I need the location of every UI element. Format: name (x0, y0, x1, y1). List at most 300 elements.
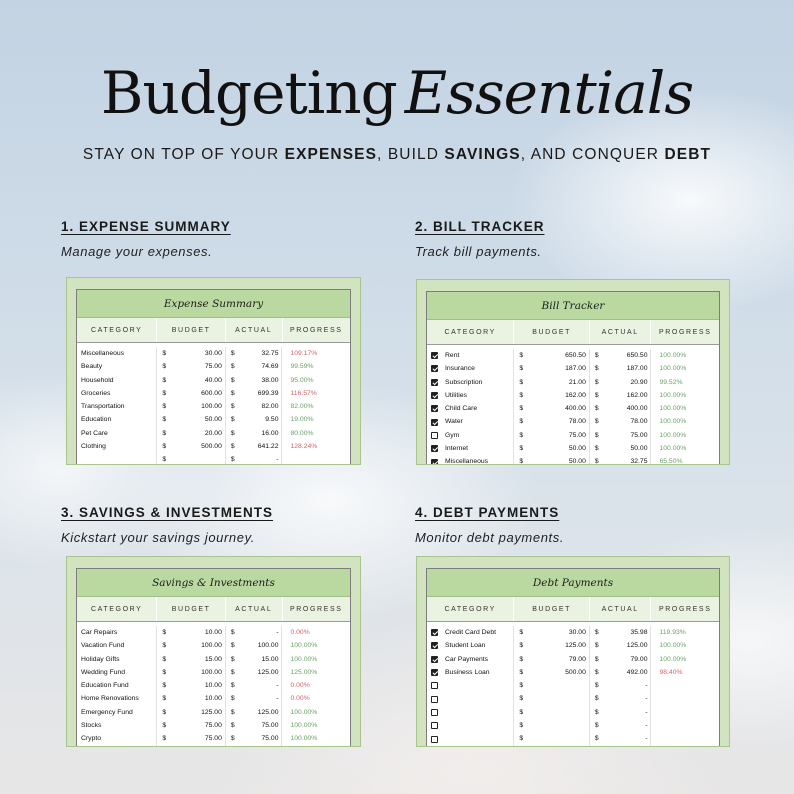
actual-currency: $ (230, 376, 235, 384)
table-row (427, 692, 719, 705)
category-cell (77, 692, 157, 705)
actual-currency: $ (230, 735, 235, 743)
category-label: Internet (445, 445, 469, 453)
budget-cell (530, 719, 590, 732)
budget-cell: 50.00 (530, 442, 590, 455)
budget-cell: 10.00 (173, 692, 226, 705)
budget-cell: 75.00 (173, 360, 226, 373)
actual-currency: $ (230, 456, 235, 464)
progress-cell: 99.59% (290, 363, 314, 371)
progress-cell: 95.00% (290, 376, 314, 384)
column-header-category: CATEGORY (427, 597, 514, 621)
actual-cell: - (606, 719, 652, 732)
category-cell (427, 706, 514, 719)
expense-summary-sheet (76, 289, 351, 464)
column-header-actual: ACTUAL (226, 597, 283, 621)
category-label: Stocks (81, 722, 102, 730)
actual-cell: 492.00 (606, 666, 652, 679)
column-header-budget: BUDGET (514, 597, 589, 621)
actual-currency: $ (594, 458, 599, 464)
category-label: Education (81, 416, 112, 424)
column-header-progress: PROGRESS (658, 329, 712, 336)
budget-currency: $ (519, 458, 524, 464)
category-label: Clothing (81, 443, 106, 451)
actual-currency: $ (230, 695, 235, 703)
budget-currency: $ (162, 695, 167, 703)
actual-cell: - (242, 692, 283, 705)
table-row (77, 360, 350, 373)
category-cell (77, 732, 157, 745)
actual-cell: 125.00 (606, 639, 652, 652)
actual-cell: 75.00 (606, 429, 652, 442)
budget-cell: 15.00 (173, 653, 226, 666)
table-row (427, 389, 719, 402)
category-cell (427, 442, 514, 455)
category-label: Car Repairs (81, 629, 118, 636)
actual-cell: - (242, 453, 283, 464)
category-cell (77, 374, 157, 387)
section-desc-bill-tracker: Track bill payments. (415, 244, 542, 259)
checked-checkbox[interactable] (431, 419, 438, 426)
category-cell (427, 666, 514, 679)
table-body (77, 343, 350, 464)
category-label: Education Fund (81, 682, 129, 690)
budget-currency: $ (162, 363, 167, 371)
progress-cell: 100.00% (659, 655, 687, 663)
actual-cell: - (242, 626, 283, 639)
budget-currency: $ (519, 682, 524, 690)
actual-cell: 162.00 (606, 389, 652, 402)
subtitle-bold-savings: SAVINGS (444, 146, 521, 163)
budget-currency: $ (162, 443, 167, 451)
column-header-row (427, 597, 719, 622)
actual-cell: - (606, 692, 652, 705)
actual-cell: 32.75 (242, 347, 283, 360)
section-heading-savings: 3. SAVINGS & INVESTMENTS (61, 505, 274, 520)
budget-currency: $ (162, 629, 167, 636)
table-row (77, 440, 350, 453)
category-label: Rent (445, 352, 460, 359)
checked-checkbox[interactable] (431, 352, 438, 359)
budget-currency: $ (162, 708, 167, 716)
sheet-title: Bill Tracker (427, 292, 719, 320)
checked-checkbox[interactable] (431, 642, 438, 649)
category-label: Gym (445, 431, 460, 439)
budget-currency: $ (162, 642, 167, 650)
category-cell (77, 666, 157, 679)
table-row (427, 706, 719, 719)
progress-cell: 100.00% (659, 445, 687, 453)
progress-cell: 100.00% (290, 722, 318, 730)
progress-cell: 100.00% (290, 642, 318, 650)
budget-currency: $ (162, 682, 167, 690)
category-cell (427, 692, 514, 705)
actual-cell: - (606, 706, 652, 719)
unchecked-checkbox[interactable] (431, 432, 438, 439)
actual-currency: $ (594, 722, 599, 730)
table-row (427, 402, 719, 415)
progress-cell: 116.57% (290, 389, 317, 397)
budget-currency: $ (519, 668, 524, 676)
progress-cell: 100.00% (659, 405, 687, 413)
table-row (77, 639, 350, 652)
category-label: Car Payments (445, 655, 489, 663)
bill-tracker-frame (416, 279, 730, 465)
budget-cell (173, 453, 226, 464)
progress-cell: 100.00% (659, 365, 687, 373)
category-cell (427, 719, 514, 732)
actual-cell: 15.00 (242, 653, 283, 666)
category-label: Business Loan (445, 668, 490, 676)
progress-cell: 98.40% (659, 668, 683, 676)
budget-cell (530, 679, 590, 692)
actual-cell: 75.00 (242, 719, 283, 732)
category-cell (77, 706, 157, 719)
budget-cell (530, 732, 590, 745)
checked-checkbox[interactable] (431, 445, 438, 452)
column-header-category: CATEGORY (77, 597, 157, 621)
actual-cell: 100.00 (242, 639, 283, 652)
progress-cell: 82.00% (290, 403, 314, 411)
section-heading-expense-summary: 1. EXPENSE SUMMARY (61, 219, 231, 234)
actual-cell: 125.00 (242, 666, 283, 679)
bill-tracker-sheet (426, 291, 720, 464)
table-row (77, 453, 350, 464)
actual-currency: $ (230, 389, 235, 397)
checked-checkbox[interactable] (431, 669, 438, 676)
category-label: Miscellaneous (81, 350, 125, 357)
savings-frame (66, 556, 361, 747)
budget-cell: 21.00 (530, 376, 590, 389)
actual-currency: $ (230, 642, 235, 650)
subtitle-text: STAY ON TOP OF YOUR (82, 146, 285, 163)
table-row (427, 639, 719, 652)
table-row (427, 455, 719, 464)
table-row (77, 679, 350, 692)
category-label: Vacation Fund (81, 642, 125, 650)
table-row (77, 374, 350, 387)
actual-cell: 82.00 (242, 400, 283, 413)
actual-currency: $ (594, 668, 599, 676)
category-label: Household (81, 376, 114, 384)
budget-currency: $ (162, 735, 167, 743)
column-header-row (427, 320, 719, 345)
category-cell (427, 376, 514, 389)
column-header-progress: PROGRESS (658, 606, 712, 613)
actual-currency: $ (594, 445, 599, 453)
actual-currency: $ (230, 668, 235, 676)
column-header-progress: PROGRESS (290, 327, 343, 334)
progress-cell (651, 706, 719, 719)
actual-currency: $ (230, 722, 235, 730)
actual-currency: $ (230, 708, 235, 716)
budget-currency: $ (162, 655, 167, 663)
category-cell (427, 455, 514, 464)
table-body (77, 622, 350, 746)
column-header-row (77, 597, 350, 622)
budget-currency: $ (519, 405, 524, 413)
actual-currency: $ (594, 391, 599, 399)
sheet-title: Expense Summary (77, 290, 350, 318)
table-row (427, 362, 719, 375)
category-cell (427, 362, 514, 375)
budget-cell: 162.00 (530, 389, 590, 402)
category-cell (77, 400, 157, 413)
progress-cell: 80.00% (290, 429, 314, 437)
column-header-row (77, 318, 350, 343)
budget-currency: $ (162, 376, 167, 384)
column-header-budget: BUDGET (514, 320, 589, 344)
progress-cell: 0.00% (290, 695, 310, 703)
checked-checkbox[interactable] (431, 405, 438, 412)
budget-currency: $ (519, 418, 524, 426)
unchecked-checkbox[interactable] (431, 722, 438, 729)
actual-cell: 9.50 (242, 413, 283, 426)
progress-cell (282, 453, 350, 464)
budget-cell: 400.00 (530, 402, 590, 415)
progress-cell: 128.24% (290, 443, 318, 451)
table-row (427, 732, 719, 745)
category-label: Miscellaneous (445, 458, 489, 464)
table-row (77, 400, 350, 413)
budget-currency: $ (519, 642, 524, 650)
budget-currency: $ (162, 403, 167, 411)
category-cell (77, 626, 157, 639)
category-label: Insurance (445, 365, 475, 373)
debt-payments-frame (416, 556, 730, 747)
unchecked-checkbox[interactable] (431, 709, 438, 716)
budget-currency: $ (162, 456, 167, 464)
budget-cell: 40.00 (173, 374, 226, 387)
budget-currency: $ (519, 735, 524, 743)
budget-cell: 125.00 (173, 706, 226, 719)
category-cell (427, 732, 514, 745)
checked-checkbox[interactable] (431, 365, 438, 372)
category-cell (77, 639, 157, 652)
budget-currency: $ (519, 391, 524, 399)
budget-currency: $ (519, 365, 524, 373)
budget-cell: 500.00 (530, 666, 590, 679)
category-cell (77, 347, 157, 360)
table-row (77, 427, 350, 440)
actual-cell: 699.39 (242, 387, 283, 400)
actual-currency: $ (594, 431, 599, 439)
section-desc-debt-payments: Monitor debt payments. (415, 530, 565, 545)
table-row (77, 653, 350, 666)
budget-cell (530, 706, 590, 719)
budget-currency: $ (519, 431, 524, 439)
column-header-actual: ACTUAL (590, 320, 652, 344)
actual-cell: 78.00 (606, 415, 652, 428)
debt-payments-sheet (426, 568, 720, 746)
table-row (77, 719, 350, 732)
unchecked-checkbox[interactable] (431, 696, 438, 703)
checked-checkbox[interactable] (431, 379, 438, 386)
table-row (77, 413, 350, 426)
actual-cell: 50.00 (606, 442, 652, 455)
category-label: Pet Care (81, 429, 108, 437)
category-cell (77, 413, 157, 426)
category-label: Student Loan (445, 642, 486, 650)
actual-cell: - (606, 679, 652, 692)
category-label: Holiday Gifts (81, 655, 120, 663)
budget-currency: $ (519, 352, 524, 359)
budget-cell: 79.00 (530, 653, 590, 666)
category-cell (77, 719, 157, 732)
budget-cell: 100.00 (173, 639, 226, 652)
page-title (0, 58, 794, 128)
table-row (77, 732, 350, 745)
category-cell (77, 453, 157, 464)
category-cell (427, 639, 514, 652)
column-header-progress: PROGRESS (290, 606, 343, 613)
budget-cell: 100.00 (173, 666, 226, 679)
actual-cell: 650.50 (606, 349, 652, 362)
budget-cell (530, 692, 590, 705)
category-cell (77, 679, 157, 692)
actual-currency: $ (594, 365, 599, 373)
subtitle-bold-debt: DEBT (664, 146, 712, 163)
subtitle-text: , BUILD (377, 146, 445, 163)
progress-cell: 125.00% (290, 668, 318, 676)
actual-cell: 38.00 (242, 374, 283, 387)
budget-currency: $ (519, 708, 524, 716)
budget-currency: $ (162, 416, 167, 424)
budget-cell: 75.00 (173, 719, 226, 732)
actual-currency: $ (594, 735, 599, 743)
budget-currency: $ (162, 389, 167, 397)
budget-currency: $ (162, 350, 167, 357)
title-roman: Budgeting (100, 59, 397, 127)
progress-cell: 100.00% (659, 418, 687, 426)
progress-cell: 100.00% (659, 642, 687, 650)
actual-currency: $ (230, 629, 235, 636)
table-row (77, 666, 350, 679)
title-italic: Essentials (404, 59, 694, 127)
progress-cell: 0.00% (290, 682, 310, 690)
subtitle-text: , AND CONQUER (520, 146, 665, 163)
budget-currency: $ (519, 445, 524, 453)
actual-currency: $ (230, 682, 235, 690)
table-row (427, 626, 719, 639)
section-desc-savings: Kickstart your savings journey. (61, 530, 255, 545)
budget-cell: 75.00 (173, 732, 226, 745)
column-header-actual: ACTUAL (226, 318, 283, 342)
section-heading-bill-tracker: 2. BILL TRACKER (415, 219, 545, 234)
category-label: Utilities (445, 391, 467, 399)
category-cell (427, 429, 514, 442)
checked-checkbox[interactable] (431, 392, 438, 399)
actual-currency: $ (594, 418, 599, 426)
budget-currency: $ (519, 695, 524, 703)
unchecked-checkbox[interactable] (431, 736, 438, 743)
actual-currency: $ (594, 405, 599, 413)
progress-cell: 100.00% (659, 431, 687, 439)
table-row (77, 692, 350, 705)
actual-cell: 187.00 (606, 362, 652, 375)
budget-currency: $ (519, 722, 524, 730)
category-cell (427, 389, 514, 402)
category-label: Crypto (81, 735, 102, 743)
category-label: Water (445, 418, 463, 426)
budget-cell: 125.00 (530, 639, 590, 652)
section-desc-expense-summary: Manage your expenses. (61, 244, 213, 259)
category-cell (77, 653, 157, 666)
actual-cell: 641.22 (242, 440, 283, 453)
actual-cell: 20.90 (606, 376, 652, 389)
checked-checkbox[interactable] (431, 629, 438, 636)
actual-currency: $ (230, 403, 235, 411)
column-header-budget: BUDGET (157, 318, 226, 342)
column-header-actual: ACTUAL (590, 597, 652, 621)
budget-currency: $ (519, 378, 524, 386)
table-row (427, 415, 719, 428)
progress-cell: 65.50% (659, 458, 683, 464)
table-row (77, 626, 350, 639)
actual-currency: $ (230, 655, 235, 663)
checked-checkbox[interactable] (431, 656, 438, 663)
actual-currency: $ (230, 350, 235, 357)
category-label: Beauty (81, 363, 103, 371)
category-cell (77, 440, 157, 453)
budget-cell: 187.00 (530, 362, 590, 375)
budget-cell: 50.00 (530, 455, 590, 464)
progress-cell: 119.93% (659, 629, 686, 636)
progress-cell: 0.00% (290, 629, 310, 636)
budget-currency: $ (519, 655, 524, 663)
budget-cell: 78.00 (530, 415, 590, 428)
category-cell (427, 653, 514, 666)
progress-cell: 100.00% (290, 655, 318, 663)
sheet-title: Debt Payments (427, 569, 719, 597)
progress-cell: 19.00% (290, 416, 314, 424)
unchecked-checkbox[interactable] (431, 682, 438, 689)
budget-cell: 75.00 (530, 429, 590, 442)
budget-cell: 100.00 (173, 400, 226, 413)
progress-cell (651, 679, 719, 692)
budget-currency: $ (162, 722, 167, 730)
actual-currency: $ (594, 642, 599, 650)
progress-cell (651, 719, 719, 732)
checked-checkbox[interactable] (431, 459, 438, 464)
table-row (77, 347, 350, 360)
actual-currency: $ (230, 429, 235, 437)
category-cell (427, 415, 514, 428)
savings-sheet (76, 568, 351, 746)
category-cell (427, 626, 514, 639)
table-row (427, 679, 719, 692)
table-row (77, 387, 350, 400)
progress-cell: 99.52% (659, 378, 683, 386)
category-cell (77, 360, 157, 373)
actual-cell: 75.00 (242, 732, 283, 745)
category-label: Child Care (445, 405, 478, 413)
category-cell (427, 402, 514, 415)
progress-cell: 100.00% (659, 352, 687, 359)
progress-cell: 109.17% (290, 350, 318, 357)
column-header-category: CATEGORY (77, 318, 157, 342)
subtitle-bold-expenses: EXPENSES (284, 146, 378, 163)
budget-cell: 10.00 (173, 626, 226, 639)
actual-currency: $ (594, 695, 599, 703)
category-cell (77, 427, 157, 440)
table-row (77, 706, 350, 719)
category-label: Groceries (81, 389, 111, 397)
table-row (427, 442, 719, 455)
category-cell (77, 387, 157, 400)
budget-cell: 650.50 (530, 349, 590, 362)
table-row (427, 349, 719, 362)
